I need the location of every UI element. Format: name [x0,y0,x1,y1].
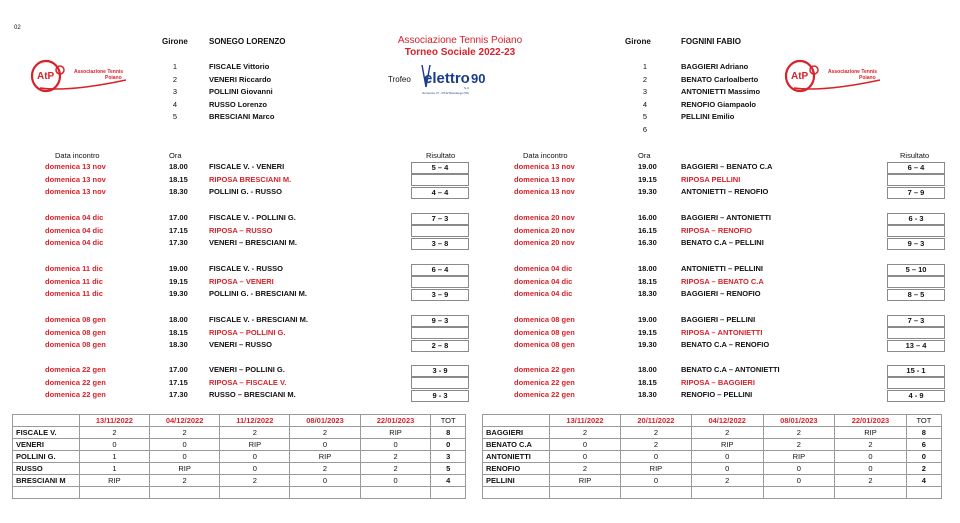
match-date: domenica 04 dic [514,264,573,273]
player-number: 2 [642,74,648,84]
standings-points-cell: RIP [620,463,691,475]
match-result: 5 – 4 [411,162,469,174]
match-players: FISCALE V. - POLLINI G. [209,213,296,222]
standings-points-cell: 0 [835,451,907,463]
standings-points-cell: RIP [220,439,290,451]
svg-text:AtP: AtP [37,71,55,82]
match-players: BENATO C.A – PELLINI [681,238,764,248]
standings-points-cell: 2 [290,427,361,439]
standings-row [13,439,466,451]
match-players: RIPOSA – VENERI [209,276,274,286]
right-col-time: Ora [638,151,651,160]
match-time: 16.30 [638,238,657,248]
match-time: 18.00 [638,365,657,374]
match-result [411,276,469,288]
match-time: 19.00 [638,162,657,171]
standings-total-cell [431,487,466,499]
match-result: 7 – 3 [411,213,469,225]
match-players: BAGGIERI – ANTONIETTI [681,213,772,222]
standings-points-cell: 2 [691,427,763,439]
standings-points-cell: 0 [550,439,621,451]
club-logo-icon [30,56,130,96]
player-number: 1 [642,62,648,71]
match-result: 6 – 4 [887,162,945,174]
standings-points-cell: 0 [620,475,691,487]
match-date: domenica 20 nov [514,213,575,222]
match-result: 4 - 9 [887,390,945,402]
match-date: domenica 22 gen [45,377,106,387]
sponsor-logo-icon [416,61,496,97]
standings-player-name: PELLINI [483,475,550,487]
match-result [411,327,469,339]
left-girone-name: SONEGO LORENZO [209,37,286,46]
standings-player-name: RENOFIO [483,463,550,475]
player-name: VENERI Riccardo [209,74,272,84]
left-girone-label: Girone [162,37,188,46]
right-standings-table [482,414,942,499]
standings-player-name: FISCALE V. [13,427,80,439]
club-logo-icon [784,56,884,96]
standings-corner-cell [483,415,550,427]
player-number: 5 [642,112,648,122]
standings-total-cell [906,487,941,499]
standings-points-cell: 2 [80,427,150,439]
svg-text:Associazione Tennis: Associazione Tennis [74,69,124,75]
match-date: domenica 08 gen [45,327,106,337]
match-time: 18.30 [169,187,188,197]
svg-text:90: 90 [471,71,486,86]
standings-row [13,427,466,439]
standings-points-cell [763,487,835,499]
player-number: 4 [172,99,178,109]
match-result [887,174,945,186]
standings-tot-header: TOT [906,415,941,427]
standings-row [483,475,942,487]
standings-points-cell: 2 [149,475,220,487]
match-time: 17.00 [169,365,188,374]
match-players: RUSSO – BRESCIANI M. [209,390,296,400]
match-date: domenica 20 nov [514,225,575,235]
standings-points-cell: 1 [80,451,150,463]
player-number: 6 [642,125,648,134]
match-players: BENATO C.A – ANTONIETTI [681,365,780,374]
match-result [887,276,945,288]
standings-row [483,451,942,463]
player-name: BENATO Carloalberto [681,74,759,84]
match-players: RIPOSA BRESCIANI M. [209,174,292,184]
match-date: domenica 04 dic [45,225,104,235]
standings-points-cell: 2 [149,427,220,439]
player-name: BAGGIERI Adriano [681,62,749,71]
standings-total-cell: 0 [906,451,941,463]
standings-points-cell: 2 [835,475,907,487]
standings-points-cell [691,487,763,499]
match-date: domenica 13 nov [514,162,575,171]
standings-row [13,487,466,499]
match-players: FISCALE V. - BRESCIANI M. [209,315,308,324]
standings-points-cell [149,487,220,499]
standings-points-cell: 0 [550,451,621,463]
standings-corner-cell [13,415,80,427]
match-time: 19.30 [638,340,657,350]
match-result: 3 – 9 [411,289,469,301]
match-result [411,377,469,389]
standings-header-row [483,415,942,427]
standings-player-name: BAGGIERI [483,427,550,439]
standings-points-cell: 0 [80,439,150,451]
match-time: 18.00 [169,162,188,171]
player-name: ANTONIETTI Massimo [681,87,761,97]
standings-points-cell: 2 [763,427,835,439]
standings-points-cell [80,487,150,499]
standings-points-cell: 2 [360,463,431,475]
match-players: RIPOSA – BAGGIERI [681,377,755,387]
match-date: domenica 13 nov [514,187,575,197]
match-date: domenica 04 dic [514,289,573,299]
right-girone-name: FOGNINI FABIO [681,37,741,46]
standings-row [483,427,942,439]
standings-points-cell: 1 [80,463,150,475]
standings-points-cell: 0 [360,475,431,487]
standings-points-cell: 0 [149,439,220,451]
standings-points-cell: 2 [360,451,431,463]
standings-points-cell: 0 [220,451,290,463]
match-time: 19.15 [638,174,657,184]
match-result [887,377,945,389]
standings-date-header: 11/12/2022 [220,415,290,427]
match-result: 3 - 9 [411,365,469,377]
standings-points-cell: 2 [220,427,290,439]
standings-points-cell: RIP [360,427,431,439]
standings-player-name: ANTONIETTI [483,451,550,463]
left-col-time: Ora [169,151,182,160]
match-result: 4 – 4 [411,187,469,199]
standings-points-cell: RIP [691,439,763,451]
player-name: PELLINI Emilio [681,112,735,122]
match-time: 17.15 [169,377,188,387]
svg-text:S.r.l.: S.r.l. [464,86,471,90]
standings-points-cell: 0 [835,463,907,475]
standings-total-cell: 6 [906,439,941,451]
tournament-title: Torneo Sociale 2022-23 [404,47,516,58]
match-date: domenica 08 gen [45,315,106,324]
standings-points-cell: 2 [691,475,763,487]
standings-date-header: 22/01/2023 [835,415,907,427]
match-time: 19.30 [638,187,657,197]
match-date: domenica 22 gen [45,390,106,400]
match-time: 19.00 [638,315,657,324]
standings-points-cell: 0 [149,451,220,463]
player-number: 4 [642,99,648,109]
match-time: 19.30 [169,289,188,299]
match-players: FISCALE V. - RUSSO [209,264,283,273]
match-time: 18.00 [638,264,657,273]
match-result [887,225,945,237]
standings-points-cell: RIP [550,475,621,487]
svg-text:elettro: elettro [424,70,470,87]
match-players: RIPOSA – FISCALE V. [209,377,287,387]
standings-row [483,487,942,499]
match-date: domenica 08 gen [45,340,106,350]
standings-total-cell: 3 [431,451,466,463]
standings-points-cell: 0 [290,439,361,451]
player-number: 2 [172,74,178,84]
match-players: BAGGIERI – RENOFIO [681,289,761,299]
match-players: BENATO C.A – RENOFIO [681,340,770,350]
standings-points-cell: 0 [220,463,290,475]
player-number: 3 [172,87,178,97]
standings-date-header: 13/11/2022 [80,415,150,427]
match-time: 18.30 [638,390,657,400]
player-name: FISCALE Vittorio [209,62,270,71]
match-date: domenica 13 nov [45,162,106,171]
standings-total-cell: 0 [431,439,466,451]
standings-points-cell [835,487,907,499]
match-players: VENERI – POLLINI G. [209,365,285,374]
match-players: VENERI – RUSSO [209,340,272,350]
match-result: 9 - 3 [411,390,469,402]
standings-date-header: 04/12/2022 [149,415,220,427]
match-result: 8 – 5 [887,289,945,301]
standings-points-cell: RIP [80,475,150,487]
match-date: domenica 22 gen [514,365,575,374]
standings-date-header: 22/01/2023 [360,415,431,427]
standings-player-name [13,487,80,499]
match-time: 18.30 [169,340,188,350]
match-date: domenica 08 gen [514,327,575,337]
match-time: 18.15 [169,327,188,337]
left-standings-table [12,414,466,499]
right-girone-label: Girone [625,37,651,46]
match-date: domenica 04 dic [45,238,104,248]
standings-points-cell: RIP [290,451,361,463]
match-result [411,225,469,237]
standings-player-name: BENATO C.A [483,439,550,451]
standings-player-name: POLLINI G. [13,451,80,463]
match-time: 18.00 [169,315,188,324]
standings-date-header: 20/11/2022 [620,415,691,427]
match-players: RIPOSA – RENOFIO [681,225,752,235]
match-time: 18.30 [638,289,657,299]
svg-text:Associazione Tennis: Associazione Tennis [828,69,878,75]
right-col-result: Risultato [900,151,930,160]
match-time: 17.00 [169,213,188,222]
match-date: domenica 13 nov [45,174,106,184]
match-result: 3 – 8 [411,238,469,250]
match-result: 9 – 3 [887,238,945,250]
player-name: POLLINI Giovanni [209,87,273,97]
standings-player-name: BRESCIANI M [13,475,80,487]
match-time: 17.30 [169,238,188,248]
match-date: domenica 11 dic [45,289,103,299]
match-time: 17.15 [169,225,188,235]
match-time: 17.30 [169,390,188,400]
standings-points-cell: 2 [290,463,361,475]
standings-total-cell: 8 [431,427,466,439]
match-result [887,327,945,339]
player-name: RUSSO Lorenzo [209,99,267,109]
match-players: BAGGIERI – PELLINI [681,315,756,324]
standings-total-cell: 4 [431,475,466,487]
left-col-date: Data incontro [55,151,100,160]
match-result: 6 – 4 [411,264,469,276]
standings-points-cell [290,487,361,499]
match-result [411,174,469,186]
match-players: ANTONIETTI – PELLINI [681,264,763,273]
standings-points-cell: 0 [691,451,763,463]
match-time: 16.00 [638,213,657,222]
match-players: RIPOSA – ANTONIETTI [681,327,763,337]
standings-points-cell: 0 [763,475,835,487]
match-date: domenica 08 gen [514,340,575,350]
match-time: 18.15 [638,276,657,286]
svg-text:Poiano: Poiano [859,75,876,81]
trofeo-label: Trofeo [388,75,411,84]
standings-player-name: VENERI [13,439,80,451]
standings-row [13,451,466,463]
standings-player-name: RUSSO [13,463,80,475]
left-col-result: Risultato [426,151,456,160]
match-result: 9 – 3 [411,315,469,327]
standings-points-cell: 2 [835,439,907,451]
standings-date-header: 04/12/2022 [691,415,763,427]
match-result: 5 – 10 [887,264,945,276]
standings-points-cell: RIP [835,427,907,439]
standings-points-cell: 2 [763,439,835,451]
match-date: domenica 13 nov [45,187,106,197]
sponsor-logo [416,61,496,97]
standings-total-cell: 4 [906,475,941,487]
match-time: 18.15 [169,174,188,184]
standings-points-cell [620,487,691,499]
svg-text:AtP: AtP [791,71,809,82]
match-time: 19.00 [169,264,188,273]
player-name: RENOFIO Giampaolo [681,99,757,109]
standings-points-cell [220,487,290,499]
club-logo-right [784,56,884,96]
match-result: 15 - 1 [887,365,945,377]
match-result: 7 – 3 [887,315,945,327]
standings-points-cell: 0 [691,463,763,475]
standings-points-cell: 2 [620,427,691,439]
standings-row [483,439,942,451]
match-players: RIPOSA – POLLINI G. [209,327,286,337]
match-date: domenica 22 gen [514,377,575,387]
match-players: BAGGIERI – BENATO C.A [681,162,773,171]
match-date: domenica 11 dic [45,264,103,273]
standings-points-cell: RIP [763,451,835,463]
standings-date-header: 13/11/2022 [550,415,621,427]
match-players: RIPOSA – RUSSO [209,225,273,235]
match-date: domenica 11 dic [45,276,103,286]
match-players: POLLINI G. - RUSSO [209,187,282,197]
match-date: domenica 04 dic [514,276,573,286]
match-result: 7 – 9 [887,187,945,199]
standings-player-name [483,487,550,499]
match-time: 19.15 [169,276,188,286]
player-name: BRESCIANI Marco [209,112,275,122]
standings-row [13,463,466,475]
player-number: 5 [172,112,178,122]
standings-row [483,463,942,475]
club-name: Associazione Tennis Poiano [397,35,523,46]
standings-points-cell: 2 [550,427,621,439]
match-date: domenica 13 nov [514,174,575,184]
match-players: VENERI – BRESCIANI M. [209,238,297,248]
match-players: FISCALE V. - VENERI [209,162,285,171]
match-time: 16.15 [638,225,657,235]
club-logo-left [30,56,130,96]
standings-row [13,475,466,487]
svg-text:Via Verona, 37 - 37122 Bussole: Via Verona, 37 - 37122 Bussolengo (VR) [422,92,469,95]
match-date: domenica 20 nov [514,238,575,248]
match-date: domenica 04 dic [45,213,104,222]
match-date: domenica 22 gen [514,390,575,400]
match-players: ANTONIETTI – RENOFIO [681,187,769,197]
match-players: RENOFIO – PELLINI [681,390,753,400]
match-date: domenica 22 gen [45,365,106,374]
standings-points-cell: 2 [220,475,290,487]
standings-points-cell: RIP [149,463,220,475]
standings-date-header: 08/01/2023 [763,415,835,427]
match-date: domenica 08 gen [514,315,575,324]
standings-header-row [13,415,466,427]
standings-points-cell: 0 [290,475,361,487]
player-number: 1 [172,62,178,71]
standings-total-cell: 8 [906,427,941,439]
standings-points-cell [360,487,431,499]
match-players: POLLINI G. - BRESCIANI M. [209,289,307,299]
player-number: 3 [642,87,648,97]
standings-total-cell: 2 [906,463,941,475]
standings-points-cell [550,487,621,499]
standings-tot-header: TOT [431,415,466,427]
standings-points-cell: 2 [620,439,691,451]
match-players: RIPOSA – BENATO C.A [681,276,764,286]
match-result: 6 - 3 [887,213,945,225]
page-code: 02 [14,25,21,31]
match-time: 19.15 [638,327,657,337]
standings-date-header: 08/01/2023 [290,415,361,427]
match-result: 13 – 4 [887,340,945,352]
standings-points-cell: 0 [763,463,835,475]
match-time: 18.15 [638,377,657,387]
standings-points-cell: 0 [360,439,431,451]
standings-points-cell: 0 [620,451,691,463]
right-col-date: Data incontro [523,151,568,160]
svg-text:Poiano: Poiano [105,75,122,81]
match-result: 2 – 8 [411,340,469,352]
match-players: RIPOSA PELLINI [681,174,741,184]
standings-points-cell: 2 [550,463,621,475]
standings-total-cell: 5 [431,463,466,475]
